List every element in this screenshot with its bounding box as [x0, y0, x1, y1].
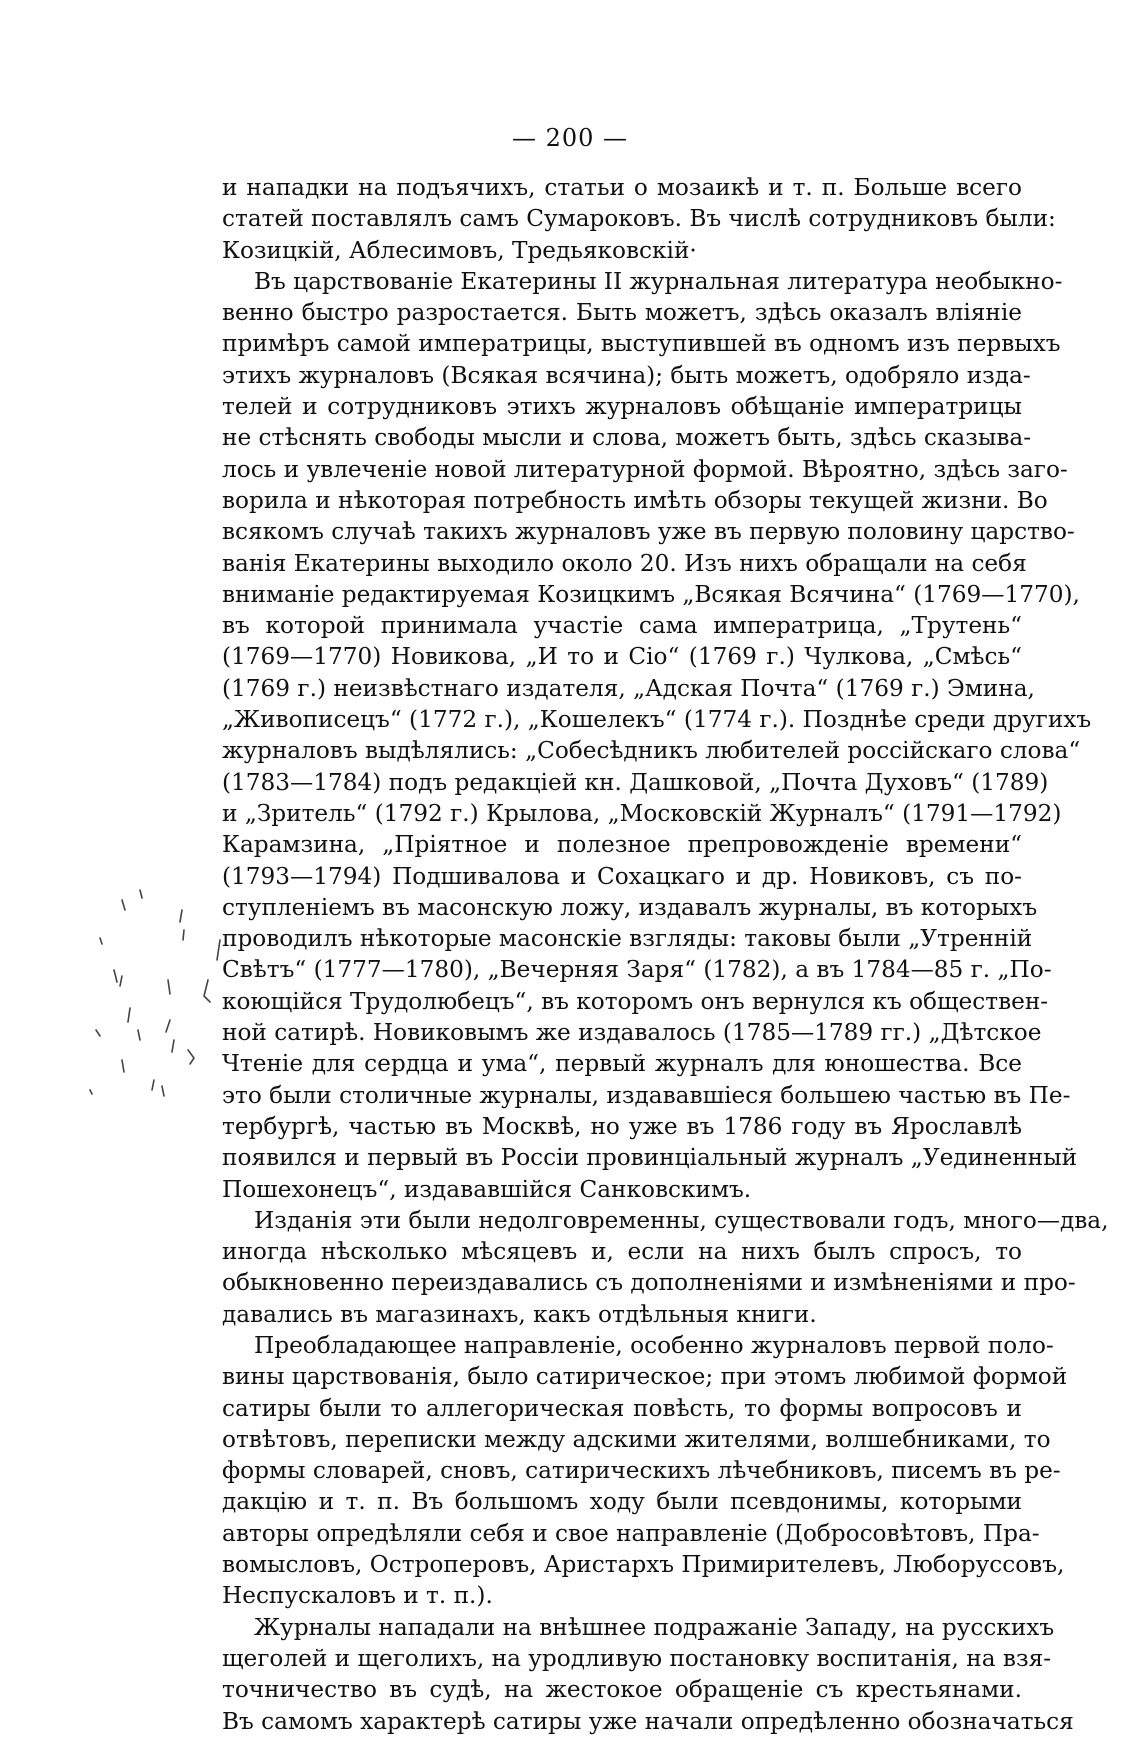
- text-line: телей и сотрудниковъ этихъ журналовъ обѣщаніе императрицы: [222, 393, 1022, 421]
- text-line: сатиры были то аллегорическая повѣсть, то формы вопросовъ и: [222, 1394, 1022, 1422]
- text-line: примѣръ самой императрицы, выступившей въ одномъ изъ первыхъ: [222, 330, 1061, 358]
- text-line: вомысловъ, Остроперовъ, Аристархъ Примирителевъ, Люборуссовъ,: [222, 1551, 1065, 1579]
- text-line: (1793—1794) Подшивалова и Сохацкаго и др. Новиковъ, съ по-: [222, 862, 1022, 890]
- text-line: Пошехонецъ“, издававшійся Санковскимъ.: [222, 1175, 752, 1203]
- text-line: этихъ журналовъ (Всякая всячина); быть можетъ, одобряло изда-: [222, 361, 1031, 389]
- text-line: Изданія эти были недолговременны, существовали годъ, много—два,: [254, 1206, 1109, 1234]
- text-line: Свѣтъ“ (1777—1780), „Вечерняя Заря“ (1782), а въ 1784—85 г. „По-: [222, 956, 1052, 984]
- text-line: статей поставлялъ самъ Сумароковъ. Въ числѣ сотрудниковъ были:: [222, 205, 1056, 233]
- text-line: Козицкій, Аблесимовъ, Тредьяковскій·: [222, 236, 697, 264]
- text-line: это были столичные журналы, издававшіеся большею частью въ Пе-: [222, 1081, 1071, 1109]
- margin-pencil-marks: [70, 880, 230, 1240]
- text-line: въ которой принимала участіе сама императрица, „Трутень“: [222, 612, 1022, 640]
- text-line: Неспускаловъ и т. п.).: [222, 1582, 493, 1610]
- text-line: авторы опредѣляли себя и свое направленіе (Добросовѣтовъ, Пра-: [222, 1519, 1040, 1547]
- text-line: (1769—1770) Новикова, „И то и Сіо“ (1769 г.) Чулкова, „Смѣсь“: [222, 643, 1022, 671]
- text-line: проводилъ нѣкоторые масонскіе взгляды: таковы были „Утренній: [222, 925, 1033, 953]
- text-line: тербургѣ, частью въ Москвѣ, но уже въ 1786 году въ Ярославлѣ: [222, 1112, 1022, 1140]
- text-line: давались въ магазинахъ, какъ отдѣльныя книги.: [222, 1300, 817, 1328]
- body-text: [222, 172, 1109, 1737]
- text-line: Въ царствованіе Екатерины II журнальная литература необыкно-: [254, 267, 1063, 295]
- text-line: Чтеніе для сердца и ума“, первый журналъ для юношества. Все: [222, 1050, 1022, 1078]
- text-line: и нападки на подъячихъ, статьи о мозаикѣ и т. п. Больше всего: [222, 174, 1022, 201]
- text-line: обыкновенно переиздавались съ дополненіями и измѣненіями и про-: [222, 1269, 1076, 1297]
- text-line: Карамзина, „Пріятное и полезное препровожденіе времени“: [222, 831, 1022, 859]
- text-line: ванія Екатерины выходило около 20. Изъ нихъ обращали на себя: [222, 549, 1027, 577]
- text-line: (1783—1784) подъ редакціей кн. Дашковой, „Почта Духовъ“ (1789): [222, 768, 1049, 796]
- text-line: лось и увлеченіе новой литературной формой. Вѣроятно, здѣсь заго-: [222, 455, 1068, 483]
- text-line: Преобладающее направленіе, особенно журналовъ первой поло-: [254, 1331, 1054, 1359]
- text-line: ступленіемъ въ масонскую ложу, издавалъ журналы, въ которыхъ: [222, 893, 1038, 921]
- text-line: появился и первый въ Россіи провинціальный журналъ „Уединенный: [222, 1144, 1078, 1172]
- text-line: всякомъ случаѣ такихъ журналовъ уже въ первую половину царство-: [222, 518, 1075, 546]
- text-line: венно быстро разростается. Быть можетъ, здѣсь оказалъ вліяніе: [222, 299, 1022, 327]
- text-line: „Живописецъ“ (1772 г.), „Кошелекъ“ (1774 г.). Позднѣе среди другихъ: [222, 706, 1092, 734]
- text-line: журналовъ выдѣлялись: „Собесѣдникъ любителей россійскаго слова“: [222, 737, 1081, 765]
- text-line: не стѣснять свободы мысли и слова, можетъ быть, здѣсь сказыва-: [222, 424, 1032, 452]
- text-line: вниманіе редактируемая Козицкимъ „Всякая Всячина“ (1769—1770),: [222, 580, 1080, 608]
- text-line: дакцію и т. п. Въ большомъ ходу были псевдонимы, которыми: [222, 1488, 1022, 1516]
- text-line: иногда нѣсколько мѣсяцевъ и, если на нихъ былъ спросъ, то: [222, 1238, 1022, 1266]
- text-line: ной сатирѣ. Новиковымъ же издавалось (1785—1789 гг.) „Дѣтское: [222, 1019, 1042, 1047]
- text-line: ворила и нѣкоторая потребность имѣть обзоры текущей жизни. Во: [222, 486, 1048, 514]
- text-line: отвѣтовъ, переписки между адскими жителями, волшебниками, то: [222, 1425, 1051, 1453]
- page-number: — 200 —: [511, 124, 629, 152]
- text-line: коющійся Трудолюбецъ“, въ которомъ онъ вернулся къ обществен-: [222, 987, 1049, 1015]
- text-line: Въ самомъ характерѣ сатиры уже начали опредѣленно обозначаться: [222, 1707, 1074, 1735]
- text-line: формы словарей, сновъ, сатирическихъ лѣчебниковъ, писемъ въ ре-: [222, 1457, 1061, 1485]
- text-line: щеголей и щеголихъ, на уродливую постановку воспитанія, на взя-: [222, 1644, 1052, 1672]
- text-line: точничество въ судѣ, на жестокое обращеніе съ крестьянами.: [222, 1676, 1022, 1704]
- text-line: Журналы нападали на внѣшнее подражаніе Западу, на русскихъ: [254, 1613, 1055, 1641]
- text-line: (1769 г.) неизвѣстнаго издателя, „Адская Почта“ (1769 г.) Эмина,: [222, 674, 1035, 702]
- text-line: и „Зритель“ (1792 г.) Крылова, „Московскій Журналъ“ (1791—1792): [222, 799, 1062, 827]
- text-line: вины царствованія, было сатирическое; при этомъ любимой формой: [222, 1363, 1068, 1391]
